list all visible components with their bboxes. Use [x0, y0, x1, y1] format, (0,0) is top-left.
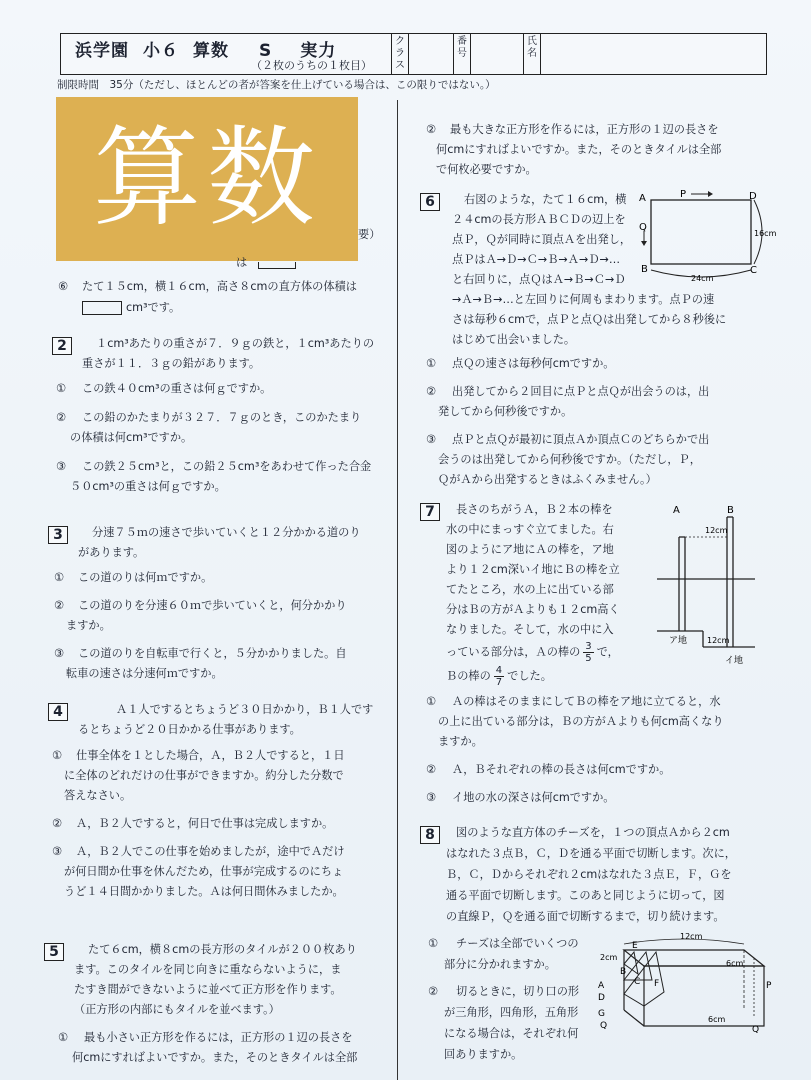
q7-stem-line: 長さのちがうＡ，Ｂ２本の棒を [456, 503, 613, 516]
q3-item-3-num: ③ [54, 647, 65, 660]
q2-item-3-line: この鉄２５cm³と，この鉛２５cm³をあわせて作った合金 [82, 460, 372, 473]
q6-item-1-num: ① [426, 357, 437, 370]
class-field[interactable] [409, 34, 454, 74]
q7-ground-i-label: イ地 [725, 656, 744, 666]
q8-item-1-line: チーズは全部でいくつの [456, 937, 579, 950]
header-table [60, 33, 767, 75]
q3-number-box: 3 [48, 526, 68, 544]
q8-number-box: 8 [420, 826, 440, 844]
q8-label-q-right: Q [752, 1025, 760, 1035]
q6-item-3-line: ＱがＡから出発するときはふくみません。） [438, 473, 657, 486]
q8-label-c: C [634, 977, 641, 987]
q8-label-f: F [654, 979, 660, 989]
q8-item-2-line: が三角形，四角形，五角形 [444, 1006, 579, 1019]
q5-number-box: 5 [44, 943, 64, 961]
q5-stem-line: （正方形の内部にもタイルを並べます。） [74, 1003, 280, 1016]
q3-item-2-line: この道のりを分速６０ｍで歩いていくと，何分かかり [78, 599, 347, 612]
q8-stem-line: 図のような直方体のチーズを，１つの頂点Ａから２cm [456, 826, 730, 839]
q6-stem-line: はじめて出会いました。 [452, 333, 576, 346]
q8-cut-label: 2cm [600, 953, 618, 962]
q6-height-label: 16cm [754, 229, 776, 238]
q7-poles-figure [655, 503, 785, 673]
q7-item-1-line: ますか。 [438, 735, 483, 748]
q8-label-a: A [598, 981, 605, 991]
q6-label-p: P [680, 189, 687, 200]
subject: 算数 [193, 41, 229, 61]
q2-item-3-num: ③ [56, 460, 67, 473]
q8-stem-line: の直線Ｐ，Ｑを通る面で切断するまで，切り続けます。 [446, 910, 725, 923]
q4-item-3-num: ③ [52, 845, 63, 858]
time-limit: 制限時間 35分（ただし、ほとんどの者が答案を仕上げている場合は、この限りではない。） [57, 79, 496, 91]
school-name: 浜学園 [75, 41, 129, 61]
class-label: クラス [392, 34, 409, 74]
q3-stem-line: 分速７５ｍの速さで歩いていくと１２分かかる道のり [92, 526, 361, 539]
q4-item-3-line: うど１４日間かかりました。Ａは何日間休みましたか。 [64, 885, 344, 898]
q8-stem-line: 通る平面で切断します。このあと同じように切って，図 [446, 889, 725, 902]
q2-item-2-line: この鉛のかたまりが３２７．７ｇのとき，このかたまり [82, 411, 362, 424]
q8-label-d: D [598, 993, 605, 1003]
q6-item-3-num: ③ [426, 433, 437, 446]
course: S [259, 41, 273, 61]
exam-type: 実力 [300, 41, 337, 61]
q2-item-1-line: この鉄４０cm³の重さは何ｇですか。 [82, 382, 272, 395]
q4-number-box: 4 [48, 703, 68, 721]
q2-number-box: 2 [52, 337, 72, 355]
name-label: 氏名 [524, 34, 541, 74]
q8-side-label: 6cm [726, 959, 744, 968]
q4-stem-line: Ａ１人でするとちょうど３０日かかり，Ｂ１人です [116, 703, 374, 716]
q8-cheese-figure [594, 930, 779, 1040]
q6-label-a: A [639, 193, 646, 204]
q1-item6-unit: cm³です。 [126, 301, 181, 314]
q8-bottom-edge [624, 1010, 644, 1026]
q7-item-2-line: Ａ，Ｂそれぞれの棒の長さは何cmですか。 [452, 763, 671, 776]
q3-item-3-line: この道のりを自転車で行くと，５分かかりました。自 [78, 647, 347, 660]
q3-item-3-line: 転車の速さは分速何ｍですか。 [66, 667, 223, 680]
q8-item-1-num: ① [428, 937, 439, 950]
q6-stem-line: さは毎秒６cmで，点Ｐと点Ｑは出発してから８秒後に [452, 313, 727, 326]
q7-fraction-b [494, 665, 504, 688]
q1-partial-text-2: は [236, 256, 248, 269]
q6-item-2-line: 出発してから２回目に点Ｐと点Ｑが出会うのは，出 [452, 385, 710, 398]
q1-item6-answer-box[interactable] [82, 301, 122, 315]
q5-stem-line: たて６cm，横８cmの長方形のタイルが２００枚あり [88, 943, 357, 956]
q2-stem-line: １cm³あたりの重さが７．９ｇの鉄と，１cm³あたりの [96, 337, 375, 350]
q7-fraction-a-den: 5 [585, 653, 592, 664]
q6-stem-line: ２４cmの長方形ＡＢＣＤの辺上を [452, 213, 626, 226]
q5-item-1-line: 最も小さい正方形を作るには，正方形の１辺の長さを [84, 1031, 353, 1044]
q6-rectangle [651, 200, 751, 264]
q6-stem-line: と右回りに，点ＱはＡ→Ｂ→Ｃ→Ｄ [452, 273, 626, 286]
q7-item-3-line: イ地の水の深さは何cmですか。 [452, 791, 615, 804]
q8-front-face [644, 966, 764, 1026]
q6-stem-line: 点ＰはＡ→Ｄ→Ｃ→Ｂ→Ａ→Ｄ→… [452, 253, 621, 266]
q7-label-b: B [727, 505, 734, 516]
q7-fraction-a [583, 641, 593, 664]
name-field[interactable] [541, 34, 766, 74]
q6-label-d: D [749, 191, 757, 202]
q7-stem-fraction-line-1 [446, 641, 619, 664]
q6-item-3-line: 会うのは出発してから何秒後ですか。（ただし，Ｐ， [438, 453, 701, 466]
q3-item-2-line: ますか。 [66, 619, 111, 632]
q3-stem-line: があります。 [78, 546, 145, 559]
q7-item-1-line: の上に出ている部分は，Ｂの方がＡよりも何cm高くなり [438, 715, 724, 728]
q7-number-box: 7 [420, 503, 440, 521]
q7-fraction-b-den: 7 [495, 677, 503, 688]
q8-top-label: 12cm [680, 932, 703, 941]
q8-label-p: P [766, 981, 772, 991]
header-title-cell [61, 34, 392, 74]
q7-ground-a-label: ア地 [669, 636, 688, 646]
q7-item-1-num: ① [426, 695, 437, 708]
q6-label-q: Q [639, 222, 647, 233]
number-label: 番号 [454, 34, 471, 74]
q6-item-2-line: 発してから何秒後ですか。 [438, 405, 573, 418]
q7-fraction-text-d: でした。 [507, 669, 552, 683]
q5-stem-line: たすき間ができないように並べて正方形を作ります。 [74, 983, 342, 996]
q5-item-1-line: 何cmにすればよいですか。また，そのときタイルは全部 [72, 1051, 358, 1064]
q8-front-label: 6cm [708, 1015, 726, 1024]
q4-item-2-line: Ａ，Ｂ２人ですると，何日で仕事は完成しますか。 [76, 817, 334, 830]
q7-stem-line: てたところ，水の上に出ている部 [446, 583, 614, 596]
q5-item-2-line: 最も大きな正方形を作るには，正方形の１辺の長さを [450, 123, 719, 136]
q4-item-3-line: Ａ，Ｂ２人でこの仕事を始めましたが，途中でＡだけ [76, 845, 345, 858]
q8-label-e: E [632, 941, 638, 951]
q6-item-3-line: 点Ｐと点Ｑが最初に頂点Ａか頂点Ｃのどちらかで出 [452, 433, 710, 446]
q7-step-label: 12cm [707, 636, 730, 645]
q8-item-2-line: 回ありますか。 [444, 1048, 523, 1061]
q8-label-b: B [620, 967, 627, 977]
q8-item-2-line: になる場合は，それぞれ何 [444, 1027, 579, 1040]
q6-item-1-line: 点Ｑの速さは毎秒何cmですか。 [452, 357, 615, 370]
q7-fraction-b-num: 4 [495, 665, 503, 676]
q6-label-c: C [750, 265, 757, 276]
q7-item-2-num: ② [426, 763, 437, 776]
q4-item-2-num: ② [52, 817, 63, 830]
q8-item-2-line: 切るときに，切り口の形 [456, 985, 580, 998]
q4-item-1-line: に全体のどれだけの仕事ができますか。約分した分数で [64, 769, 344, 782]
q5-item-2-num: ② [426, 123, 437, 136]
q1-item6-num: ⑥ [58, 280, 69, 293]
q2-item-2-line: の体積は何cm³ですか。 [70, 431, 193, 444]
q7-fraction-a-num: 3 [585, 641, 592, 652]
q8-item-2-num: ② [428, 985, 439, 998]
q4-item-1-line: 答えなさい。 [64, 789, 132, 802]
q6-rectangle-figure [636, 186, 776, 286]
q2-item-2-num: ② [56, 411, 67, 424]
q7-fraction-text-b: で， [596, 645, 619, 659]
q1-item6-answer-row [82, 301, 180, 315]
q7-fraction-text-a: っている部分は，Ａの棒の [446, 645, 581, 659]
q4-item-1-num: ① [52, 749, 63, 762]
q8-item-1-line: 部分に分かれますか。 [444, 958, 556, 971]
q6-number-box: 6 [420, 193, 440, 211]
q7-stem-line: より１２cm深いイ地にＢの棒を立 [446, 563, 620, 576]
q7-label-a: A [673, 505, 680, 516]
q1-item6-text: たて１５cm，横１６cm，高さ８cmの直方体の体積は [82, 280, 357, 293]
q5-stem-line: ます。このタイルを同じ向きに重ならないように，ま [74, 963, 342, 976]
q7-top-diff-label: 12cm [705, 526, 728, 535]
q4-item-1-line: 仕事全体を１とした場合，Ａ，Ｂ２人ですると，１日 [76, 749, 345, 762]
banner-text: 算数 [92, 116, 321, 241]
q2-stem-line: 重さが１１．３ｇの鉛があります。 [82, 357, 261, 370]
q3-item-1-line: この道のりは何ｍですか。 [78, 571, 213, 584]
sheet-note: （２枚のうちの１枚目） [251, 59, 372, 72]
q5-item-2-line: で何枚必要ですか。 [436, 163, 537, 176]
grade: 小６ [143, 41, 179, 61]
q7-fraction-text-c: Ｂの棒の [446, 669, 491, 683]
q6-width-label: 24cm [691, 274, 714, 283]
q3-item-2-num: ② [54, 599, 65, 612]
q2-item-1-num: ① [56, 382, 67, 395]
column-divider [397, 100, 398, 1080]
q6-stem-line: →Ａ→Ｂ→…と左回りに何周もまわります。点Ｐの速 [452, 293, 715, 306]
q6-stem-line: 点Ｐ，Ｑが同時に頂点Ａを出発し， [452, 233, 632, 246]
q7-stem-line: 水の中にまっすぐ立てました。右 [446, 523, 614, 536]
q7-item-1-line: Ａの棒はそのままにしてＢの棒をア地に立てると，水 [452, 695, 721, 708]
number-field[interactable] [471, 34, 524, 74]
q6-stem-line: 右図のような，たて１６cm，横 [464, 193, 627, 206]
q4-item-3-line: が何日間か仕事を休んだため，仕事が完成するのにちょ [64, 865, 344, 878]
q6-q-arrowhead [641, 241, 647, 246]
q5-item-1-num: ① [58, 1031, 69, 1044]
q1-partial-text: 要） [358, 228, 381, 241]
q5-item-2-line: 何cmにすればよいですか。また，そのときタイルは全部 [436, 143, 722, 156]
q8-stem-line: Ｂ，Ｃ，Ｄからそれぞれ２cmはなれた３点Ｅ，Ｆ，Ｇを [446, 868, 732, 881]
q8-label-q: Q [600, 1021, 608, 1031]
subject-banner [56, 97, 358, 261]
q4-stem-line: るとちょうど２０日かかる仕事があります。 [78, 723, 301, 736]
q2-item-3-line: ５０cm³の重さは何ｇですか。 [70, 480, 226, 493]
q7-stem-fraction-line-2 [446, 665, 552, 688]
q7-item-3-num: ③ [426, 791, 437, 804]
q6-p-arrowhead [708, 191, 713, 197]
q8-stem-line: はなれた３点Ｂ，Ｃ，Ｄを通る平面で切断します。次に， [446, 847, 736, 860]
q6-item-2-num: ② [426, 385, 437, 398]
q8-label-g: G [598, 1009, 605, 1019]
q1-partial-answer-box[interactable] [258, 262, 296, 269]
q7-stem-line: 分はＢの方がＡよりも１２cm高く [446, 603, 620, 616]
q3-item-1-num: ① [54, 571, 65, 584]
q7-stem-line: 図のようにア地にＡの棒を，ア地 [446, 543, 614, 556]
q7-stem-line: なりました。そして，水の中に入 [446, 623, 614, 636]
q6-label-b: B [641, 264, 648, 275]
